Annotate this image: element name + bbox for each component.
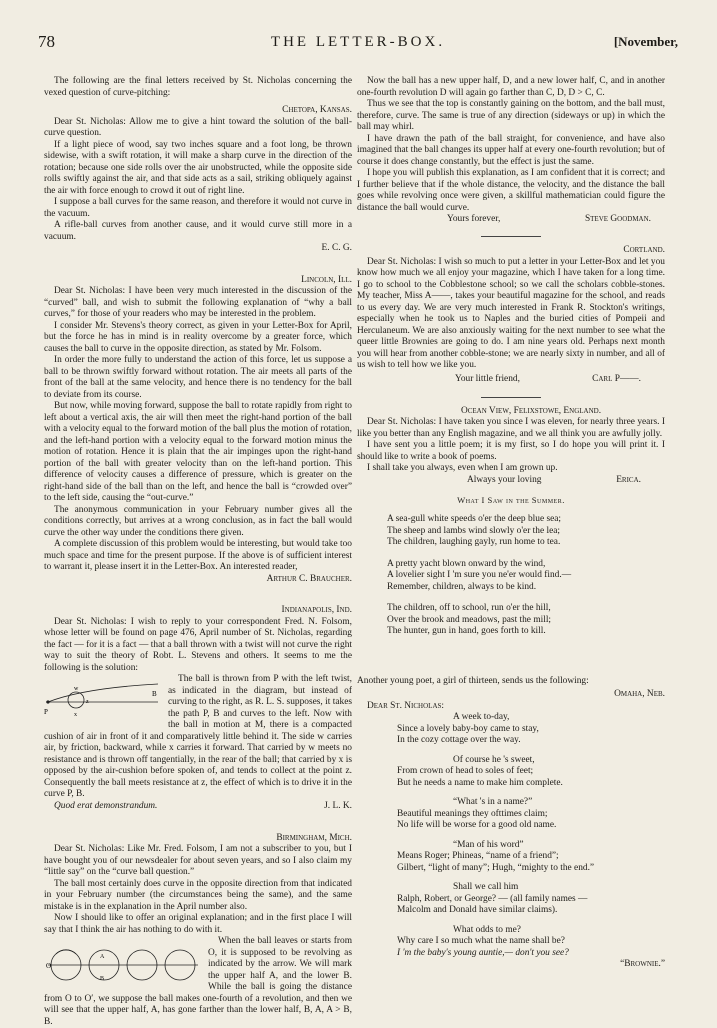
paragraph: I have drawn the path of the ball straight, for convenience, and have also imagined that the ball changes its upper half at every one-fourth revolution; but of course it does change constantly, but the effect is just the same. xyxy=(357,134,665,169)
paragraph: The anonymous communication in your February number gives all the conditions correctly, but arrives at a wrong conclusion, as in fact the ball would curve the other way under the conditions there given. xyxy=(44,505,352,540)
poem-line: But he needs a name to make him complete. xyxy=(397,778,665,790)
closing: Always your loving xyxy=(467,475,541,487)
dateline: Cortland. xyxy=(357,245,665,257)
dateline: Chetopa, Kansas. xyxy=(44,105,352,117)
svg-text:P: P xyxy=(44,708,48,716)
signature: Arthur C. Braucher. xyxy=(44,574,352,586)
poem-line: A sea-gull white speeds o'er the deep blue sea; xyxy=(387,514,665,526)
dateline: Ocean View, Felixstowe, England. xyxy=(357,406,665,418)
svg-text:x: x xyxy=(74,712,77,718)
poem-line: Beautiful meanings they ofttimes claim; xyxy=(397,809,665,821)
poem-line: A pretty yacht blown onward by the wind, xyxy=(387,559,665,571)
poem-line: “Man of his word” xyxy=(397,840,665,852)
intro-text: The following are the final letters received by St. Nicholas concerning the vexed question of curve-pitching: xyxy=(44,76,352,99)
poem-line: Means Roger; Phineas, “name of a friend”; xyxy=(397,851,665,863)
paragraph: A rifle-ball curves from another cause, and it would curve still more in a vacuum. xyxy=(44,220,352,243)
paragraph: Dear St. Nicholas: Like Mr. Fred. Folsom, I am not a subscriber to you, but I have bought you of our newsdealer for about seven years, and so I also claim my “little say” on the “curve ball question.” xyxy=(44,844,352,879)
poem-line: I 'm the baby's young auntie,— don't you see? xyxy=(397,948,665,960)
paragraph: I hope you will publish this explanation, as I am confident that it is correct; and I further believe that if the whole distance, the velocity, and the distance the ball goes while revolving once were given, a skillful mathematician could figure the distance the ball would curve. xyxy=(357,168,665,214)
letter-birmingham xyxy=(44,833,352,1028)
poem-line: Malcolm and Donald have similar claims). xyxy=(397,905,665,917)
poem-title: What I Saw in the Summer. xyxy=(357,495,665,507)
svg-text:z: z xyxy=(86,699,89,705)
paragraph: Now the ball has a new upper half, D, and a new lower half, C, and in another one-fourth revolution D will again go farther than C, D, D > C, C. xyxy=(357,76,665,99)
poem-stanza xyxy=(357,712,665,747)
poem-stanza xyxy=(357,514,665,549)
svg-text:B: B xyxy=(100,976,104,982)
letter-birmingham-continued xyxy=(357,76,665,226)
page-title: THE LETTER-BOX. xyxy=(38,34,678,51)
paragraph: Dear St. Nicholas: I wish so much to put a letter in your Letter-Box and let you know how much we all enjoy your magazine, which I have taken for a long time. I go to school to the Cobblestone school; so we call the scholars cobble-stones. My teacher, Miss A——, takes your beautiful magazine for the school, and reads to us every day. We are very much interested in Frank R. Stockton's writings, especially when he took us to Naples and the buried cities of Pompeii and Herculaneum. We are also anxiously waiting for the next number to see what the queer little Brownies are going to do. I am nine years old. Perhaps next month you will hear from another cobble-stone; we are nearly sixty in number, and all of us wish to tell how we like you. xyxy=(357,257,665,372)
poem-stanza xyxy=(357,559,665,594)
poem-stanza xyxy=(357,840,665,875)
poem-stanza xyxy=(357,882,665,917)
paragraph: When the ball leaves or starts from O, it is supposed to be revolving as indicated by the arrow. We will mark the upper half A, and the lower B. While the ball is going the distance from O to O′, we suppose the ball makes one-fourth of a revolution, and then we will see that the upper half, A, has gone farther than the lower half, B, A, A > B, B. xyxy=(44,936,352,1028)
dateline: Omaha, Neb. xyxy=(357,689,665,701)
latin-phrase: Quod erat demonstrandum. xyxy=(54,801,157,813)
poem-line: The hunter, gun in hand, goes forth to kill. xyxy=(387,626,665,638)
poem-line: In the cozy cottage over the way. xyxy=(397,735,665,747)
svg-text:O: O xyxy=(46,962,51,970)
poem-line: Remember, children, always to be kind. xyxy=(387,582,665,594)
signature: E. C. G. xyxy=(44,243,352,255)
paragraph: Dear St. Nicholas: I have taken you since I was eleven, for nearly three years. I like you better than any English magazine, and we all think you are awfully jolly. xyxy=(357,417,665,440)
left-column xyxy=(44,76,352,1028)
paragraph: Dear St. Nicholas: Allow me to give a hint toward the solution of the ball-curve question. xyxy=(44,117,352,140)
poem-line: The sheep and lambs wind slowly o'er the lea; xyxy=(387,526,665,538)
paragraph: But now, while moving forward, suppose the ball to rotate rapidly from right to left about a vertical axis, the air will then meet the right-hand portion of the ball with a velocity equal to the forward motion of the ball plus the motion of rotation, and the left-hand portion with a velocity equal to the forward motion minus the motion of rotation. Hence it is plain that the air impinges upon the right-hand portion of the ball with greater velocity than on the left-hand portion. This difference of velocity causes a difference of pressure, which is greater on the right-hand side of the ball than on the left, and hence the ball is “crowded over” to the left side, causing the “out-curve.” xyxy=(44,401,352,505)
poem-line: A week to-day, xyxy=(397,712,665,724)
right-column xyxy=(357,76,665,971)
poem-line: No life will be worse for a good old name. xyxy=(397,820,665,832)
poem-stanza xyxy=(357,925,665,960)
dateline: Indianapolis, Ind. xyxy=(44,605,352,617)
paragraph: I shall take you always, even when I am grown up. xyxy=(357,463,665,475)
poem-stanza xyxy=(357,797,665,832)
poem-line: Since a lovely baby-boy came to stay, xyxy=(397,724,665,736)
poem-line: From crown of head to soles of feet; xyxy=(397,766,665,778)
page-number: 78 xyxy=(38,32,55,52)
poem-stanza xyxy=(357,603,665,638)
page-header xyxy=(38,32,678,56)
paragraph: Thus we see that the top is constantly gaining on the bottom, and the ball must, therefore, curve. The same is true of any direction (sideways or up) in which the ball may whirl. xyxy=(357,99,665,134)
paragraph: Dear St. Nicholas: I have been very much interested in the discussion of the “curved” ball, and wish to submit the following explanation of “why a ball curves,” for those of your readers who may be interested in the problem. xyxy=(44,286,352,321)
paragraph: I consider Mr. Stevens's theory correct, as given in your Letter-Box for April, but the force he has in mind is in reality overcome by a greater force, which causes the ball to curve in the opposite direction, as stated by Mr. Folsom. xyxy=(44,321,352,356)
letter-indianapolis xyxy=(44,605,352,813)
poem-line: Of course he 's sweet, xyxy=(397,755,665,767)
signature: Steve Goodman. xyxy=(585,214,651,226)
letter-cortland xyxy=(357,245,665,387)
svg-text:B: B xyxy=(152,690,157,698)
svg-text:A: A xyxy=(100,954,105,960)
dateline: Birmingham, Mich. xyxy=(44,833,352,845)
dateline: Lincoln, Ill. xyxy=(44,275,352,287)
letter-felixstowe xyxy=(357,406,665,487)
divider-rule xyxy=(481,397,541,398)
curve-diagram xyxy=(44,676,162,724)
poem-line: What odds to me? xyxy=(397,925,665,937)
letter-chetopa xyxy=(44,105,352,255)
rotation-diagram xyxy=(44,938,202,992)
paragraph: Dear St. Nicholas: I wish to reply to your correspondent Fred. N. Folsom, whose letter will be found on page 476, April number of St. Nicholas, regarding the fact — for it is a fact — that a ball thrown with a twist will not curve the right way to suit the theory of Robt. L. Stevens and others. It seems to me the following is the solution: xyxy=(44,617,352,675)
signature: Erica. xyxy=(616,475,641,487)
letter-lincoln xyxy=(44,275,352,586)
paragraph: In order the more fully to understand the action of this force, let us suppose a ball to be thrown swiftly forward without rotation. The air meets all parts of the front of the ball at the same velocity, and hence there is no tendency for the ball to deviate from its course. xyxy=(44,355,352,401)
paragraph: The ball most certainly does curve in the opposite direction from that indicated in your February number (the circumstances being the same), and the same mistake is in the explanation in the April number also. xyxy=(44,879,352,914)
signature: J. L. K. xyxy=(324,801,352,813)
divider-rule xyxy=(481,236,541,237)
paragraph: I suppose a ball curves for the same reason, and therefore it would not curve in the vacuum. xyxy=(44,197,352,220)
running-month: [November, xyxy=(614,34,678,50)
paragraph: Now I should like to offer an original explanation; and in the first place I will say that I think the air has nothing to do with it. xyxy=(44,913,352,936)
signature: Carl P——. xyxy=(592,374,641,386)
salutation: Dear St. Nicholas: xyxy=(357,701,665,713)
poem-line: The children, laughing gayly, run home to tea. xyxy=(387,537,665,549)
poem-line: Shall we call him xyxy=(397,882,665,894)
poem-line: Why care I so much what the name shall be? xyxy=(397,936,665,948)
closing: Yours forever, xyxy=(447,214,500,226)
signature: “Brownie.” xyxy=(357,959,665,971)
poem-line: Gilbert, “light of many”; Hugh, “mighty to the end.” xyxy=(397,863,665,875)
svg-text:w: w xyxy=(74,686,79,692)
paragraph: A complete discussion of this problem would be interesting, but would take too much space and time for the present purpose. If the above is of sufficient interest to warrant it, please insert it in the Letter-Box. An interested reader, xyxy=(44,539,352,574)
paragraph: If a light piece of wood, say two inches square and a foot long, be thrown sidewise, with a swift rotation, it will make a sharp curve in the direction of the rotation; because one side rolls over the air unobstructed, while the opposite side rolls swiftly against the air, and that side acts as a sail, striking obliquely against the air with force enough to crowd it out of right line. xyxy=(44,140,352,198)
letter-omaha xyxy=(357,676,665,971)
closing: Your little friend, xyxy=(455,374,520,386)
paragraph: The ball is thrown from P with the left twist, as indicated in the diagram, but instead of curving to the right, as R. L. S. supposes, it takes the path P, B and curves to the left. Now with the ball in motion at M, there is a compacted cushion of air in front of it and comparatively little behind it. The side w carries air, by friction, backward, while x carries it forward. That carried by w meets no resistance and is thrown off tangentially, in the rear of the ball; that carried by x is opposed by the air-cushion before spoken of, and tends to collect at the point z. Consequently the ball meets resistance at z, the effect of which is to drive it in the curve P, B. xyxy=(44,674,352,801)
poem-line: The children, off to school, run o'er the hill, xyxy=(387,603,665,615)
poem-line: Ralph, Robert, or George? — (all family names — xyxy=(397,894,665,906)
paragraph: Another young poet, a girl of thirteen, sends us the following: xyxy=(357,676,665,688)
poem-stanza xyxy=(357,755,665,790)
poem-line: A lovelier sight I 'm sure you ne'er would find.— xyxy=(387,570,665,582)
poem-line: Over the brook and meadows, past the mill; xyxy=(387,615,665,627)
poem-line: “What 's in a name?” xyxy=(397,797,665,809)
paragraph: I have sent you a little poem; it is my first, so I do hope you will print it. I should like to write a book of poems. xyxy=(357,440,665,463)
